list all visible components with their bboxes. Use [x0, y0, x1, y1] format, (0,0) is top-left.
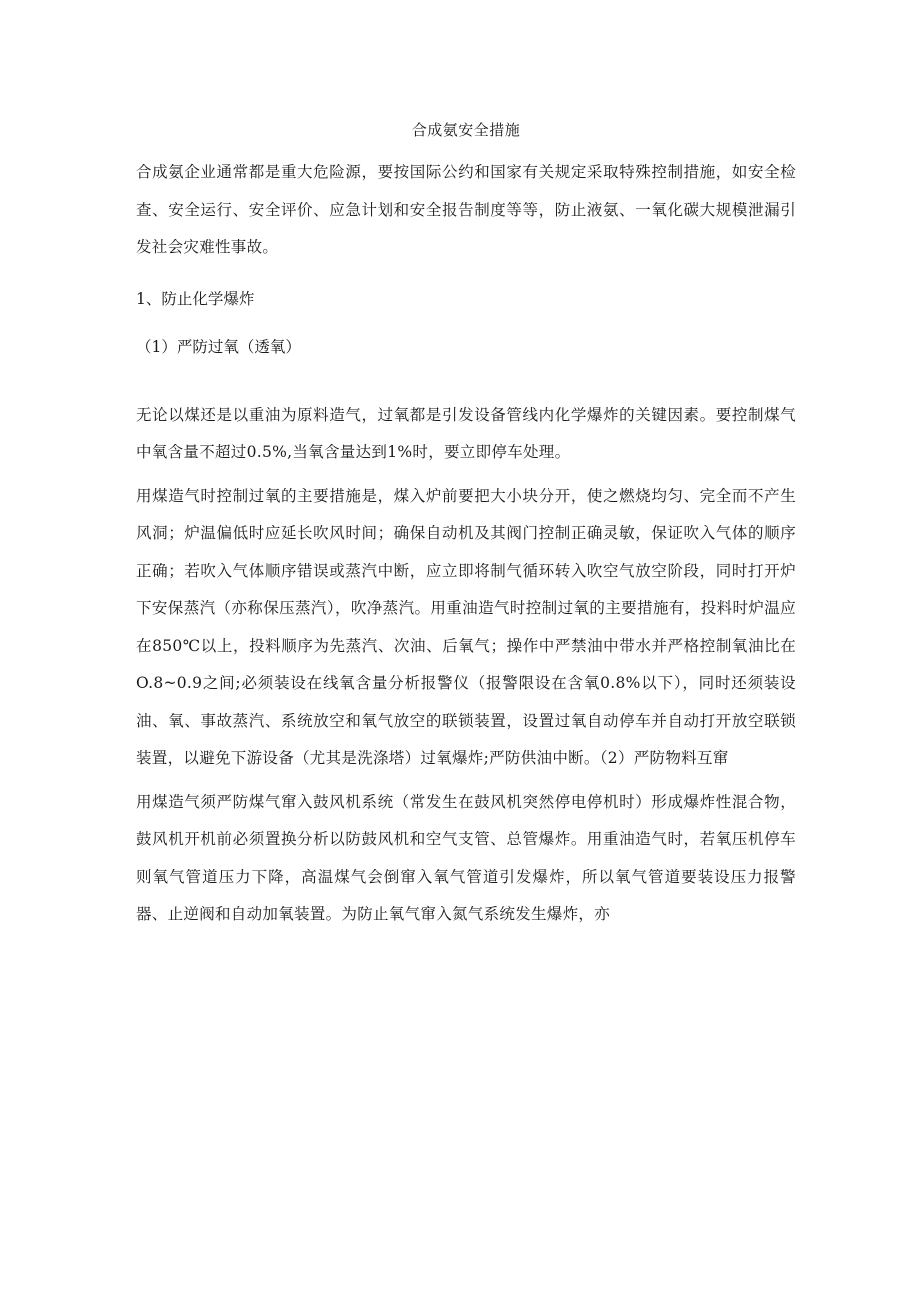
intro-paragraph: 合成氨企业通常都是重大危险源，要按国际公约和国家有关规定采取特殊控制措施，如安全检查、安全运行、安全评价、应急计划和安全报告制度等等，防止液氨、一氧化碳大规模泄漏引发社会灾难性事故。	[136, 163, 796, 256]
section-heading-1: 1、防止化学爆炸	[136, 289, 255, 308]
subsection-heading-1: （1）严防过氧（透氧）	[136, 337, 301, 356]
page-title: 合成氨安全措施	[411, 121, 521, 139]
control-measures-text: 用煤造气时控制过氧的主要措施是，煤入炉前要把大小块分开，使之燃烧均匀、完全而不产生风洞；炉温偏低时应延长吹风时间；确保自动机及其阀门控制正确灵敏，保证吹入气体的顺序正确；若吹入气体顺序错误或蒸汽中断，应立即将制气循环转入吹空气放空阶段，同时打开炉下安保蒸汽（亦称保压蒸汽），吹净蒸汽。用重油造气时控制过氧的主要措施有，投料时炉温应在850℃以上，投料顺序为先蒸汽、次油、后氧气；操作中严禁油中带水并严格控制氧油比在O.8~0.9之间;必须装设在线氧含量分析报警仪（报警限设在含氧0.8%以下），同时还须装设油、氧、事故蒸汽、系统放空和氧气放空的联锁装置，设置过氧自动停车并自动打开放空联锁装置，以避免下游设备（尤其是洗涤塔）过氧爆炸;严防供油中断。	[136, 486, 796, 767]
document-body	[136, 118, 796, 934]
subsection-heading-2: （2）严防物料互窜	[599, 749, 729, 767]
oxygen-limit-paragraph: 无论以煤还是以重油为原料造气，过氧都是引发设备管线内化学爆炸的关键因素。要控制煤气中氧含量不超过0.5%,当氧含量达到1%时，要立即停车处理。	[136, 405, 796, 461]
material-mixing-paragraph: 用煤造气须严防煤气窜入鼓风机系统（常发生在鼓风机突然停电停机时）形成爆炸性混合物，鼓风机开机前必须置换分析以防鼓风机和空气支管、总管爆炸。用重油造气时，若氧压机停车则氧气管道压力下降，高温煤气会倒窜入氧气管道引发爆炸，所以氧气管道要装设压力报警器、止逆阀和自动加氧装置。为防止氧气窜入氮气系统发生爆炸，亦	[136, 792, 796, 923]
control-measures-paragraph	[136, 478, 796, 778]
